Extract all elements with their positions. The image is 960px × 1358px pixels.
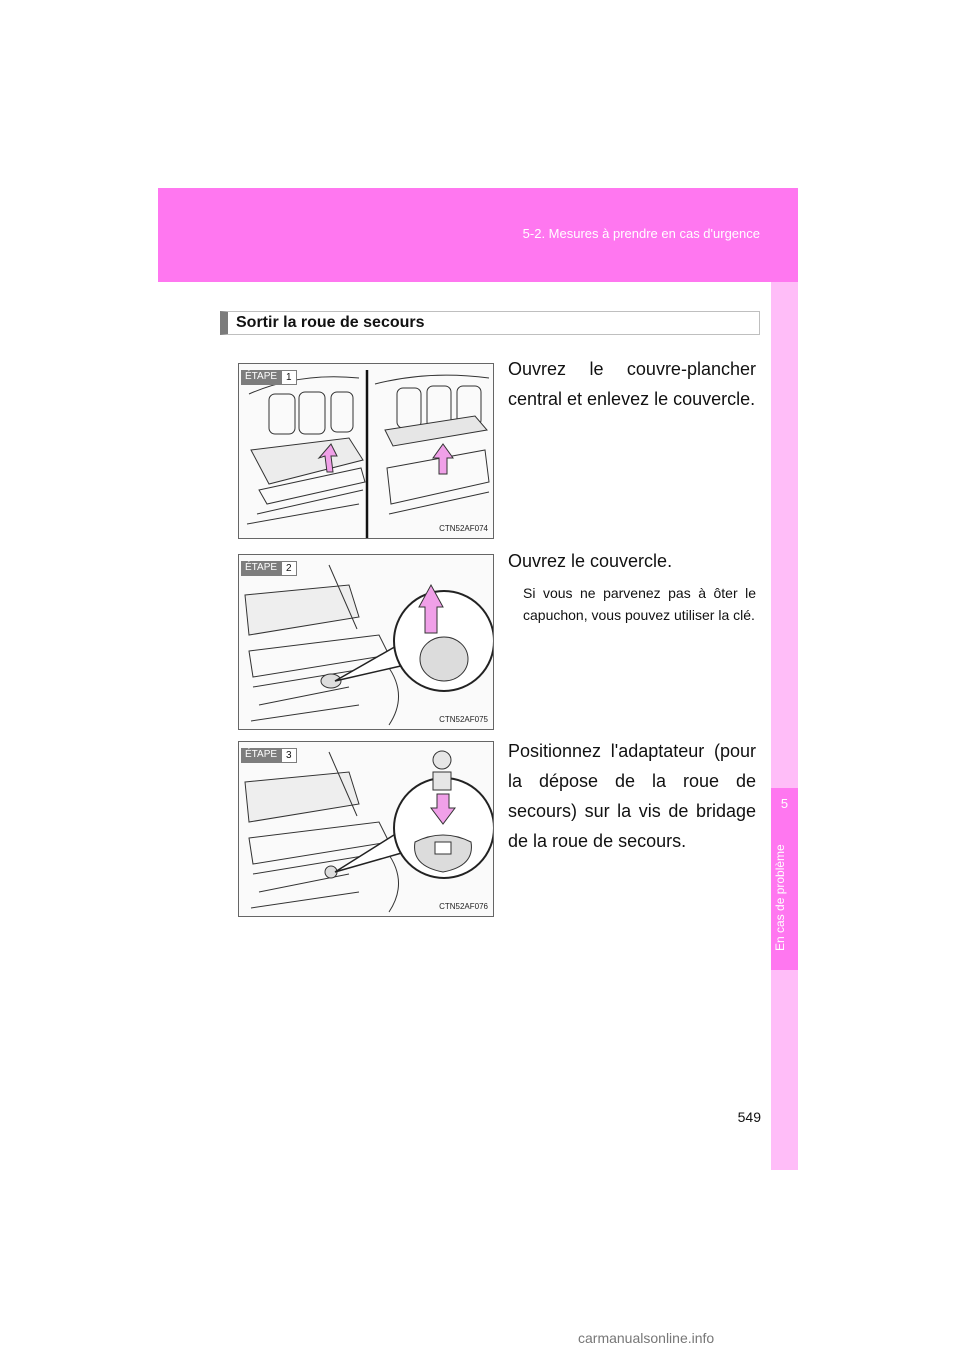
figure-code: CTN52AF074 — [439, 524, 488, 533]
step-1-badge: ÉTAPE 1 — [241, 370, 297, 385]
step-2-badge: ÉTAPE 2 — [241, 561, 297, 576]
side-tab-chapter[interactable] — [771, 788, 798, 970]
side-tab-strip — [771, 282, 798, 1170]
watermark-text: carmanualsonline.info — [578, 1330, 715, 1346]
step-3-figure — [238, 741, 494, 917]
chapter-title: 5-2. Mesures à prendre en cas d'urgence — [522, 226, 760, 241]
section-heading-text: Sortir la roue de secours — [236, 314, 425, 331]
section-heading — [220, 311, 760, 335]
side-tab-label: En cas de problème — [773, 844, 787, 952]
step-1-text: Ouvrez le couvre-plancher central et enlevez le couvercle. — [508, 359, 756, 409]
step-2-note: Si vous ne parvenez pas à ôter le capuchon, vous pouvez utiliser la clé. — [523, 585, 756, 623]
figure-code: CTN52AF076 — [439, 902, 488, 911]
step-3-badge: ÉTAPE 3 — [241, 748, 297, 763]
step-2-figure — [238, 554, 494, 730]
step-1-figure — [238, 363, 494, 539]
trunk-floor-illustration — [239, 364, 494, 539]
header-band — [158, 188, 798, 282]
cover-cap-illustration — [239, 555, 494, 730]
page-number: 549 — [737, 1109, 761, 1125]
step-3-text: Positionnez l'adaptateur (pour la dépose de la roue de secours) sur la vis de bridage de la roue de secours. — [508, 741, 756, 851]
adapter-illustration — [239, 742, 494, 917]
figure-code: CTN52AF075 — [439, 715, 488, 724]
side-tab-number: 5 — [780, 796, 789, 811]
step-2-text: Ouvrez le couvercle. — [508, 551, 673, 571]
